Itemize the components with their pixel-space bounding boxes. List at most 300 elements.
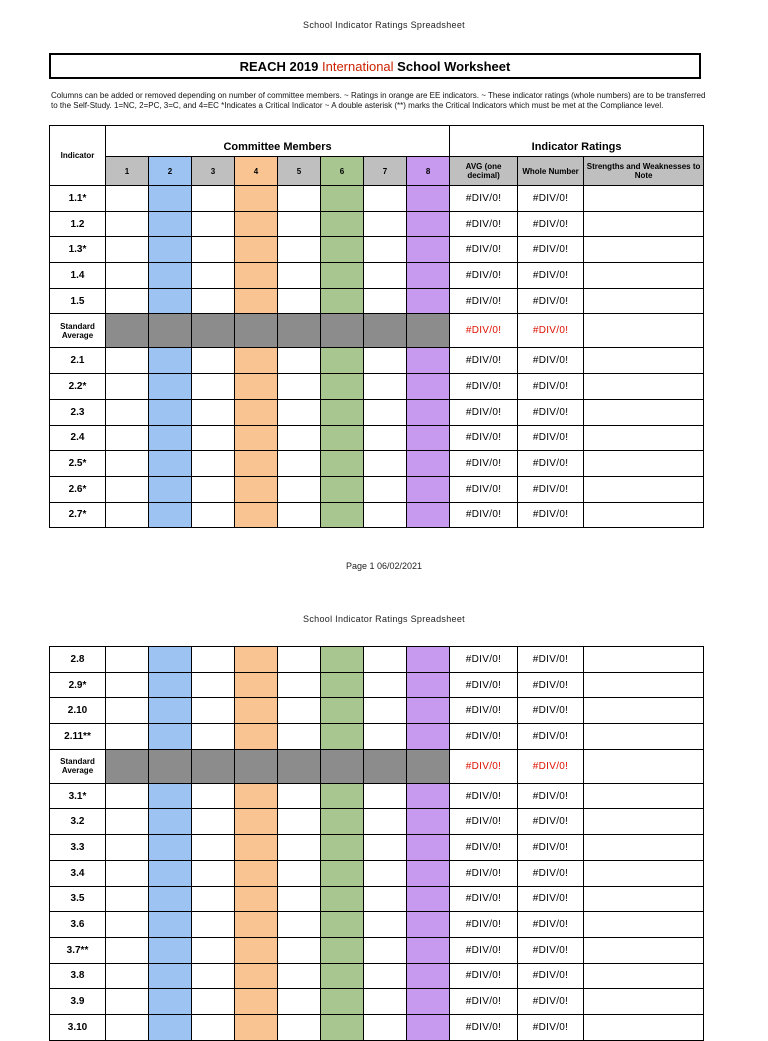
member-rating-cell[interactable] [407, 912, 450, 938]
member-rating-cell[interactable] [278, 399, 321, 425]
whole-number-cell: #DIV/0! [518, 502, 584, 528]
member-rating-cell[interactable] [149, 963, 192, 989]
member-rating-cell[interactable] [321, 237, 364, 263]
member-rating-cell[interactable] [149, 783, 192, 809]
member-rating-cell[interactable] [149, 698, 192, 724]
avg-cell: #DIV/0! [450, 724, 518, 750]
member-rating-cell[interactable] [149, 237, 192, 263]
member-rating-cell[interactable] [192, 451, 235, 477]
whole-number-cell: #DIV/0! [518, 237, 584, 263]
member-rating-cell[interactable] [278, 963, 321, 989]
member-rating-cell[interactable] [149, 647, 192, 673]
member-rating-cell[interactable] [364, 1014, 407, 1040]
member-rating-cell[interactable] [192, 237, 235, 263]
member-rating-cell[interactable] [278, 672, 321, 698]
member-rating-cell[interactable] [149, 809, 192, 835]
table-row [50, 698, 704, 724]
member-rating-cell[interactable] [407, 963, 450, 989]
member-rating-cell[interactable] [321, 783, 364, 809]
whole-number-cell: #DIV/0! [518, 672, 584, 698]
table-row [50, 860, 704, 886]
member-rating-cell[interactable] [106, 288, 149, 314]
member-rating-cell[interactable] [106, 963, 149, 989]
table-row [50, 783, 704, 809]
standard-average-label: Standard Average [50, 314, 106, 348]
whole-number-cell: #DIV/0! [518, 186, 584, 212]
member-rating-cell[interactable] [321, 835, 364, 861]
member-rating-cell[interactable] [149, 989, 192, 1015]
member-rating-cell[interactable] [149, 886, 192, 912]
member-rating-cell[interactable] [364, 399, 407, 425]
member-rating-cell[interactable] [407, 186, 450, 212]
member-rating-cell[interactable] [321, 263, 364, 289]
member-rating-cell[interactable] [235, 886, 278, 912]
strengths-cell[interactable] [584, 647, 704, 673]
member-rating-cell[interactable] [235, 425, 278, 451]
member-rating-cell[interactable] [235, 698, 278, 724]
strengths-cell[interactable] [584, 451, 704, 477]
member-rating-cell[interactable] [106, 647, 149, 673]
member-rating-cell[interactable] [407, 451, 450, 477]
avg-cell: #DIV/0! [450, 860, 518, 886]
member-rating-cell [235, 749, 278, 783]
strengths-header: Strengths and Weaknesses to Note [584, 157, 704, 186]
member-rating-cell[interactable] [235, 237, 278, 263]
member-rating-cell[interactable] [235, 724, 278, 750]
member-rating-cell[interactable] [321, 698, 364, 724]
member-rating-cell[interactable] [278, 835, 321, 861]
table-row [50, 724, 704, 750]
member-rating-cell[interactable] [321, 724, 364, 750]
member-rating-cell[interactable] [106, 672, 149, 698]
whole-number-cell: #DIV/0! [518, 211, 584, 237]
member-rating-cell[interactable] [407, 672, 450, 698]
strengths-cell[interactable] [584, 698, 704, 724]
member-rating-cell[interactable] [192, 211, 235, 237]
indicator-label: 3.1* [50, 783, 106, 809]
member-rating-cell[interactable] [106, 724, 149, 750]
member-rating-cell[interactable] [321, 186, 364, 212]
strengths-cell[interactable] [584, 860, 704, 886]
member-rating-cell[interactable] [407, 425, 450, 451]
member-rating-cell[interactable] [364, 425, 407, 451]
strengths-cell[interactable] [584, 1014, 704, 1040]
table-row [50, 672, 704, 698]
member-rating-cell[interactable] [106, 211, 149, 237]
member-rating-cell[interactable] [192, 698, 235, 724]
member-rating-cell[interactable] [149, 399, 192, 425]
member-rating-cell[interactable] [407, 1014, 450, 1040]
member-rating-cell[interactable] [407, 374, 450, 400]
member-rating-cell[interactable] [278, 211, 321, 237]
avg-cell: #DIV/0! [450, 451, 518, 477]
member-rating-cell[interactable] [192, 425, 235, 451]
member-rating-cell [192, 749, 235, 783]
member-rating-cell[interactable] [278, 263, 321, 289]
member-rating-cell[interactable] [149, 211, 192, 237]
member-rating-cell[interactable] [192, 186, 235, 212]
table-row [50, 989, 704, 1015]
member-rating-cell[interactable] [149, 724, 192, 750]
member-rating-cell[interactable] [321, 288, 364, 314]
indicator-label: 3.6 [50, 912, 106, 938]
member-rating-cell[interactable] [192, 809, 235, 835]
strengths-cell[interactable] [584, 963, 704, 989]
member-rating-cell[interactable] [407, 809, 450, 835]
indicator-header: Indicator [50, 126, 106, 186]
table-row [50, 647, 704, 673]
member-rating-cell[interactable] [278, 348, 321, 374]
member-rating-cell[interactable] [235, 647, 278, 673]
member-rating-cell[interactable] [106, 348, 149, 374]
member-rating-cell[interactable] [106, 1014, 149, 1040]
member-rating-cell[interactable] [407, 476, 450, 502]
strengths-cell[interactable] [584, 783, 704, 809]
member-rating-cell[interactable] [407, 263, 450, 289]
member-rating-cell[interactable] [364, 783, 407, 809]
strengths-cell[interactable] [584, 348, 704, 374]
member-rating-cell[interactable] [235, 399, 278, 425]
member-rating-cell[interactable] [235, 783, 278, 809]
member-rating-cell[interactable] [364, 989, 407, 1015]
member-rating-cell[interactable] [407, 698, 450, 724]
member-rating-cell[interactable] [407, 937, 450, 963]
page-header: School Indicator Ratings Spreadsheet [303, 20, 465, 30]
member-rating-cell[interactable] [192, 937, 235, 963]
member-rating-cell[interactable] [364, 211, 407, 237]
member-rating-cell[interactable] [149, 502, 192, 528]
indicator-label: 3.3 [50, 835, 106, 861]
member-rating-cell[interactable] [149, 860, 192, 886]
member-rating-cell[interactable] [192, 835, 235, 861]
member-rating-cell[interactable] [235, 374, 278, 400]
avg-cell: #DIV/0! [450, 348, 518, 374]
member-rating-cell[interactable] [149, 835, 192, 861]
member-rating-cell[interactable] [235, 186, 278, 212]
member-rating-cell[interactable] [149, 912, 192, 938]
indicator-label: 1.3* [50, 237, 106, 263]
table-row [50, 399, 704, 425]
member-rating-cell[interactable] [364, 672, 407, 698]
indicator-label: 3.2 [50, 809, 106, 835]
member-rating-cell[interactable] [364, 288, 407, 314]
member-rating-cell[interactable] [321, 912, 364, 938]
member-rating-cell[interactable] [364, 348, 407, 374]
member-rating-cell[interactable] [364, 698, 407, 724]
member-rating-cell[interactable] [192, 263, 235, 289]
member-rating-cell[interactable] [364, 860, 407, 886]
member-rating-cell[interactable] [278, 1014, 321, 1040]
strengths-cell[interactable] [584, 835, 704, 861]
avg-cell: #DIV/0! [450, 963, 518, 989]
table-row [50, 451, 704, 477]
member-rating-cell[interactable] [106, 186, 149, 212]
member-rating-cell[interactable] [192, 348, 235, 374]
member-rating-cell[interactable] [149, 425, 192, 451]
member-rating-cell[interactable] [364, 374, 407, 400]
member-rating-cell[interactable] [278, 288, 321, 314]
member-header: 5 [278, 157, 321, 186]
member-rating-cell[interactable] [106, 835, 149, 861]
member-rating-cell[interactable] [235, 263, 278, 289]
standard-average-row [50, 749, 704, 783]
member-rating-cell[interactable] [407, 860, 450, 886]
member-rating-cell[interactable] [364, 186, 407, 212]
member-rating-cell[interactable] [149, 451, 192, 477]
member-rating-cell[interactable] [321, 399, 364, 425]
member-rating-cell[interactable] [364, 963, 407, 989]
member-rating-cell[interactable] [364, 451, 407, 477]
member-rating-cell[interactable] [192, 476, 235, 502]
member-rating-cell[interactable] [149, 672, 192, 698]
member-rating-cell[interactable] [235, 963, 278, 989]
member-rating-cell[interactable] [364, 502, 407, 528]
strengths-cell[interactable] [584, 476, 704, 502]
indicator-label: 2.1 [50, 348, 106, 374]
avg-header: AVG (one decimal) [450, 157, 518, 186]
strengths-cell[interactable] [584, 425, 704, 451]
member-rating-cell[interactable] [364, 476, 407, 502]
strengths-cell[interactable] [584, 314, 704, 348]
member-rating-cell[interactable] [364, 886, 407, 912]
indicator-ratings-header: Indicator Ratings [450, 126, 704, 157]
member-header: 1 [106, 157, 149, 186]
member-rating-cell[interactable] [192, 502, 235, 528]
member-rating-cell[interactable] [192, 374, 235, 400]
member-rating-cell[interactable] [149, 348, 192, 374]
whole-number-cell: #DIV/0! [518, 263, 584, 289]
member-rating-cell[interactable] [321, 860, 364, 886]
member-rating-cell[interactable] [106, 912, 149, 938]
strengths-cell[interactable] [584, 937, 704, 963]
member-rating-cell[interactable] [278, 186, 321, 212]
member-rating-cell[interactable] [106, 783, 149, 809]
whole-number-cell: #DIV/0! [518, 783, 584, 809]
strengths-cell[interactable] [584, 749, 704, 783]
member-rating-cell[interactable] [149, 476, 192, 502]
whole-number-cell: #DIV/0! [518, 835, 584, 861]
member-rating-cell[interactable] [106, 698, 149, 724]
member-rating-cell[interactable] [106, 886, 149, 912]
strengths-cell[interactable] [584, 724, 704, 750]
member-rating-cell[interactable] [106, 399, 149, 425]
member-rating-cell[interactable] [235, 288, 278, 314]
member-rating-cell[interactable] [278, 724, 321, 750]
strengths-cell[interactable] [584, 288, 704, 314]
strengths-cell[interactable] [584, 237, 704, 263]
member-rating-cell[interactable] [407, 989, 450, 1015]
member-rating-cell[interactable] [106, 374, 149, 400]
member-rating-cell[interactable] [407, 288, 450, 314]
member-rating-cell[interactable] [192, 886, 235, 912]
member-rating-cell[interactable] [235, 211, 278, 237]
member-rating-cell[interactable] [321, 963, 364, 989]
indicator-label: 2.3 [50, 399, 106, 425]
member-rating-cell[interactable] [278, 237, 321, 263]
member-rating-cell[interactable] [364, 237, 407, 263]
member-rating-cell[interactable] [149, 288, 192, 314]
member-rating-cell[interactable] [321, 348, 364, 374]
member-rating-cell[interactable] [407, 211, 450, 237]
member-rating-cell[interactable] [278, 937, 321, 963]
member-header: 6 [321, 157, 364, 186]
member-rating-cell[interactable] [192, 724, 235, 750]
avg-cell: #DIV/0! [450, 912, 518, 938]
member-rating-cell[interactable] [321, 451, 364, 477]
strengths-cell[interactable] [584, 374, 704, 400]
member-rating-cell[interactable] [321, 502, 364, 528]
strengths-cell[interactable] [584, 912, 704, 938]
member-rating-cell[interactable] [235, 476, 278, 502]
member-rating-cell[interactable] [106, 263, 149, 289]
member-rating-cell[interactable] [407, 835, 450, 861]
member-rating-cell[interactable] [407, 886, 450, 912]
member-rating-cell[interactable] [235, 912, 278, 938]
member-rating-cell[interactable] [106, 425, 149, 451]
member-rating-cell[interactable] [235, 348, 278, 374]
member-rating-cell[interactable] [364, 912, 407, 938]
member-rating-cell[interactable] [278, 783, 321, 809]
member-rating-cell[interactable] [364, 647, 407, 673]
member-rating-cell[interactable] [106, 451, 149, 477]
indicator-label: 2.4 [50, 425, 106, 451]
table-row [50, 937, 704, 963]
member-rating-cell[interactable] [278, 425, 321, 451]
member-rating-cell[interactable] [235, 451, 278, 477]
member-rating-cell[interactable] [149, 186, 192, 212]
whole-number-cell: #DIV/0! [518, 886, 584, 912]
member-rating-cell[interactable] [192, 672, 235, 698]
member-rating-cell[interactable] [235, 937, 278, 963]
member-rating-cell[interactable] [235, 502, 278, 528]
avg-cell: #DIV/0! [450, 937, 518, 963]
avg-cell: #DIV/0! [450, 749, 518, 783]
member-rating-cell[interactable] [235, 672, 278, 698]
member-rating-cell[interactable] [235, 809, 278, 835]
member-rating-cell[interactable] [192, 288, 235, 314]
member-rating-cell[interactable] [278, 809, 321, 835]
member-rating-cell[interactable] [235, 989, 278, 1015]
avg-cell: #DIV/0! [450, 288, 518, 314]
member-rating-cell[interactable] [321, 809, 364, 835]
member-rating-cell[interactable] [192, 989, 235, 1015]
member-rating-cell[interactable] [364, 937, 407, 963]
member-rating-cell[interactable] [278, 989, 321, 1015]
indicator-label: 1.1* [50, 186, 106, 212]
member-rating-cell [364, 749, 407, 783]
member-rating-cell[interactable] [321, 647, 364, 673]
instructions-note: Columns can be added or removed depending on number of committee members. ~ Ratings in orange are EE indicators. ~ These indicator ratings (whole numbers) are to be transferred to the Self-Study. 1=NC, 2=PC, 3=C, and 4=EC *Indicates a Critical Indicator ~ A double asterisk (**) marks the Critical Indicators which must be met at the Compliance level. [51, 91, 706, 110]
member-rating-cell[interactable] [192, 783, 235, 809]
member-rating-cell[interactable] [278, 886, 321, 912]
member-rating-cell[interactable] [192, 399, 235, 425]
member-rating-cell[interactable] [321, 425, 364, 451]
member-rating-cell[interactable] [149, 937, 192, 963]
member-rating-cell[interactable] [192, 1014, 235, 1040]
member-rating-cell[interactable] [106, 809, 149, 835]
member-rating-cell[interactable] [278, 912, 321, 938]
member-rating-cell[interactable] [106, 937, 149, 963]
member-rating-cell[interactable] [407, 783, 450, 809]
member-rating-cell[interactable] [278, 476, 321, 502]
member-rating-cell[interactable] [106, 237, 149, 263]
strengths-cell[interactable] [584, 211, 704, 237]
member-rating-cell[interactable] [321, 1014, 364, 1040]
member-rating-cell[interactable] [407, 647, 450, 673]
member-rating-cell[interactable] [278, 647, 321, 673]
member-rating-cell[interactable] [106, 989, 149, 1015]
member-rating-cell[interactable] [321, 886, 364, 912]
member-rating-cell[interactable] [192, 860, 235, 886]
member-rating-cell[interactable] [321, 374, 364, 400]
strengths-cell[interactable] [584, 809, 704, 835]
strengths-cell[interactable] [584, 263, 704, 289]
member-rating-cell[interactable] [235, 1014, 278, 1040]
member-rating-cell[interactable] [278, 451, 321, 477]
member-rating-cell[interactable] [235, 860, 278, 886]
member-rating-cell[interactable] [407, 348, 450, 374]
member-rating-cell[interactable] [321, 672, 364, 698]
member-rating-cell[interactable] [364, 809, 407, 835]
member-rating-cell[interactable] [192, 647, 235, 673]
member-rating-cell[interactable] [407, 724, 450, 750]
strengths-cell[interactable] [584, 502, 704, 528]
member-rating-cell[interactable] [235, 835, 278, 861]
member-rating-cell[interactable] [192, 912, 235, 938]
table-row [50, 288, 704, 314]
member-rating-cell[interactable] [106, 860, 149, 886]
whole-number-cell: #DIV/0! [518, 399, 584, 425]
member-rating-cell [106, 749, 149, 783]
member-rating-cell[interactable] [321, 937, 364, 963]
member-rating-cell[interactable] [149, 374, 192, 400]
table-row [50, 348, 704, 374]
member-rating-cell[interactable] [407, 502, 450, 528]
strengths-cell[interactable] [584, 672, 704, 698]
member-rating-cell[interactable] [192, 963, 235, 989]
strengths-cell[interactable] [584, 399, 704, 425]
member-rating-cell[interactable] [321, 476, 364, 502]
table-row [50, 186, 704, 212]
avg-cell: #DIV/0! [450, 783, 518, 809]
member-rating-cell[interactable] [278, 860, 321, 886]
member-rating-cell[interactable] [149, 263, 192, 289]
member-rating-cell[interactable] [407, 237, 450, 263]
strengths-cell[interactable] [584, 186, 704, 212]
member-rating-cell[interactable] [278, 698, 321, 724]
member-rating-cell[interactable] [149, 1014, 192, 1040]
title-highlight: International [322, 59, 394, 74]
member-rating-cell[interactable] [278, 502, 321, 528]
member-rating-cell[interactable] [106, 476, 149, 502]
committee-members-header: Committee Members [106, 126, 450, 157]
member-rating-cell[interactable] [278, 374, 321, 400]
avg-cell: #DIV/0! [450, 399, 518, 425]
strengths-cell[interactable] [584, 989, 704, 1015]
strengths-cell[interactable] [584, 886, 704, 912]
member-rating-cell [149, 314, 192, 348]
member-rating-cell[interactable] [407, 399, 450, 425]
member-rating-cell[interactable] [364, 835, 407, 861]
member-rating-cell[interactable] [364, 263, 407, 289]
member-rating-cell[interactable] [321, 989, 364, 1015]
avg-cell: #DIV/0! [450, 809, 518, 835]
member-rating-cell[interactable] [321, 211, 364, 237]
whole-number-cell: #DIV/0! [518, 647, 584, 673]
member-rating-cell[interactable] [364, 724, 407, 750]
member-rating-cell[interactable] [106, 502, 149, 528]
whole-number-cell: #DIV/0! [518, 860, 584, 886]
